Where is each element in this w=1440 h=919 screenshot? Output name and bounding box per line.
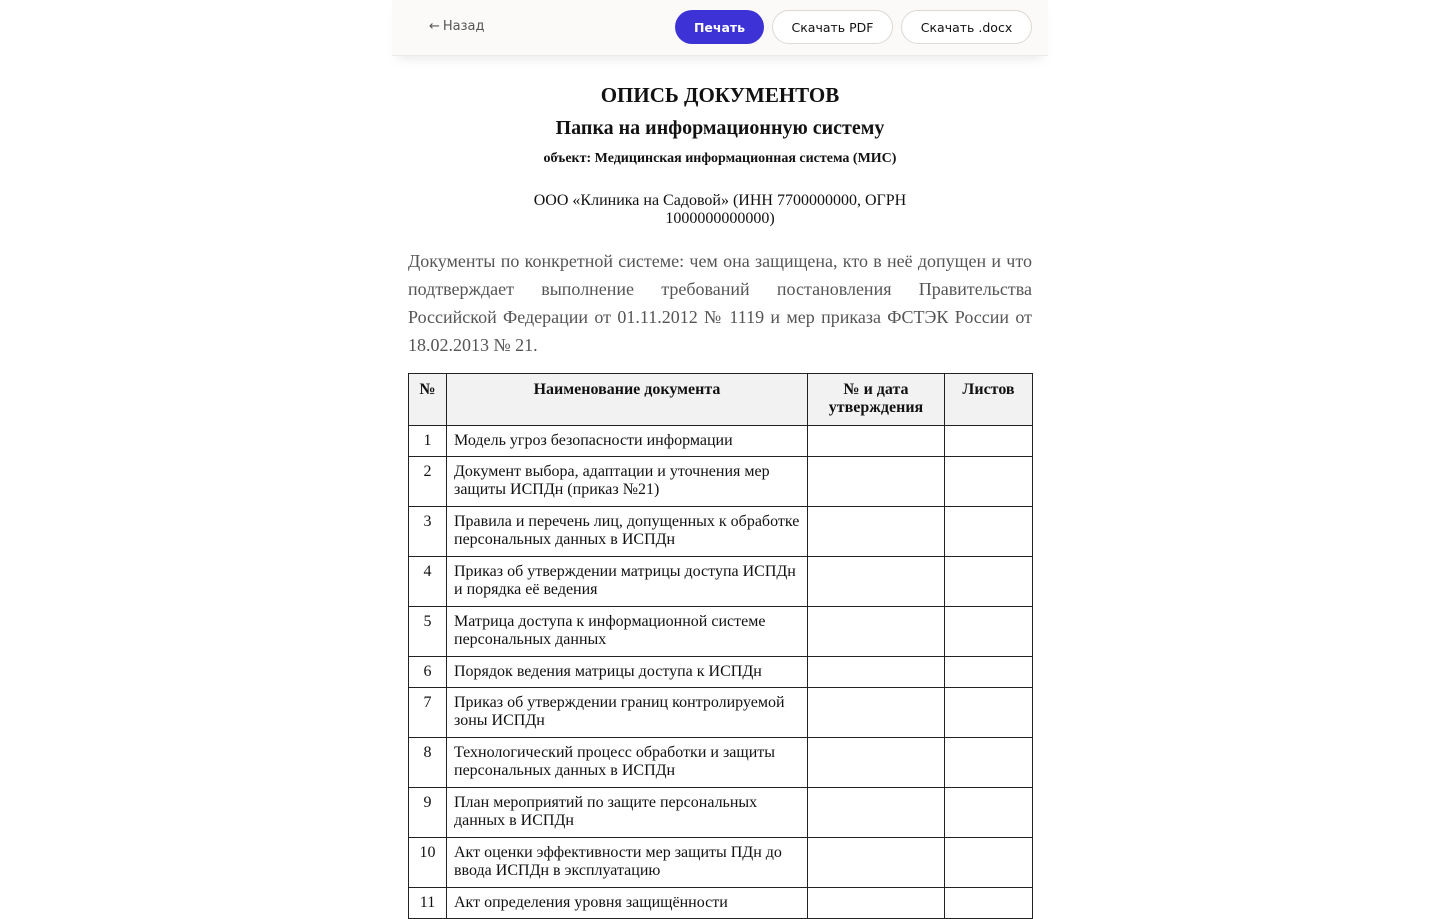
header-num: №	[409, 374, 447, 426]
row-sheets	[945, 738, 1033, 788]
row-approval	[808, 426, 945, 457]
row-num: 2	[409, 457, 447, 507]
row-approval	[808, 788, 945, 838]
row-num: 1	[409, 426, 447, 457]
documents-table	[408, 373, 1033, 919]
table-row	[409, 607, 1033, 657]
table-row	[409, 688, 1033, 738]
table-row	[409, 738, 1033, 788]
document-page	[408, 55, 1032, 919]
row-num: 7	[409, 688, 447, 738]
row-num: 4	[409, 557, 447, 607]
table-row	[409, 507, 1033, 557]
row-approval	[808, 888, 945, 919]
table-row	[409, 838, 1033, 888]
row-name: Документ выбора, адаптации и уточнения мер защиты ИСПДн (приказ №21)	[447, 457, 808, 507]
row-num: 6	[409, 657, 447, 688]
back-link[interactable]	[429, 19, 485, 34]
table-row	[409, 788, 1033, 838]
row-approval	[808, 457, 945, 507]
document-intro: Документы по конкретной системе: чем она защищена, кто в неё допущен и что подтверждает выполнение требований постановления Правительства Российской Федерации от 01.11.2012 № 1119 и мер приказа ФСТЭК России от 18.02.2013 № 21.	[408, 251, 1032, 355]
row-name: Порядок ведения матрицы доступа к ИСПДн	[447, 657, 808, 688]
row-num: 9	[409, 788, 447, 838]
row-approval	[808, 738, 945, 788]
header-name: Наименование документа	[447, 374, 808, 426]
row-num: 10	[409, 838, 447, 888]
document-title: ОПИСЬ ДОКУМЕНТОВ	[600, 83, 840, 107]
row-approval	[808, 688, 945, 738]
toolbar	[392, 0, 1048, 56]
row-approval	[808, 657, 945, 688]
row-num: 8	[409, 738, 447, 788]
table-row	[409, 557, 1033, 607]
row-name: Технологический процесс обработки и защиты персональных данных в ИСПДн	[447, 738, 808, 788]
row-approval	[808, 838, 945, 888]
download-pdf-button[interactable]: Скачать PDF	[772, 10, 893, 44]
row-sheets	[945, 657, 1033, 688]
row-sheets	[945, 688, 1033, 738]
row-sheets	[945, 507, 1033, 557]
row-sheets	[945, 838, 1033, 888]
row-approval	[808, 507, 945, 557]
row-name: Акт определения уровня защищённости	[447, 888, 808, 919]
row-sheets	[945, 788, 1033, 838]
row-sheets	[945, 557, 1033, 607]
table-row	[409, 457, 1033, 507]
table-row	[409, 426, 1033, 457]
row-name: Матрица доступа к информационной системе персональных данных	[447, 607, 808, 657]
row-sheets	[945, 457, 1033, 507]
row-name: Правила и перечень лиц, допущенных к обработке персональных данных в ИСПДн	[447, 507, 808, 557]
document-subtitle: Папка на информационную систему	[555, 117, 885, 139]
table-header-row	[409, 374, 1033, 426]
arrow-left-icon: ←	[429, 19, 440, 34]
row-name: Акт оценки эффективности мер защиты ПДн до ввода ИСПДн в эксплуатацию	[447, 838, 808, 888]
table-row	[409, 657, 1033, 688]
row-num: 5	[409, 607, 447, 657]
download-docx-button[interactable]: Скачать .docx	[901, 10, 1032, 44]
row-sheets	[945, 888, 1033, 919]
print-button[interactable]: Печать	[675, 10, 764, 44]
back-label: Назад	[442, 19, 485, 34]
header-sheets: Листов	[945, 374, 1033, 426]
row-name: Приказ об утверждении матрицы доступа ИСПДн и порядка её ведения	[447, 557, 808, 607]
row-name: Приказ об утверждении границ контролируемой зоны ИСПДн	[447, 688, 808, 738]
row-name: План мероприятий по защите персональных данных в ИСПДн	[447, 788, 808, 838]
row-sheets	[945, 607, 1033, 657]
row-num: 11	[409, 888, 447, 919]
document-organization: ООО «Клиника на Садовой» (ИНН 7700000000, ОГРН 1000000000000)	[533, 192, 907, 227]
header-approval: № и дата утверждения	[808, 374, 945, 426]
row-name: Модель угроз безопасности информации	[447, 426, 808, 457]
row-approval	[808, 557, 945, 607]
document-object-line: объект: Медицинская информационная система (МИС)	[543, 151, 897, 166]
row-approval	[808, 607, 945, 657]
row-sheets	[945, 426, 1033, 457]
row-num: 3	[409, 507, 447, 557]
table-row	[409, 888, 1033, 919]
